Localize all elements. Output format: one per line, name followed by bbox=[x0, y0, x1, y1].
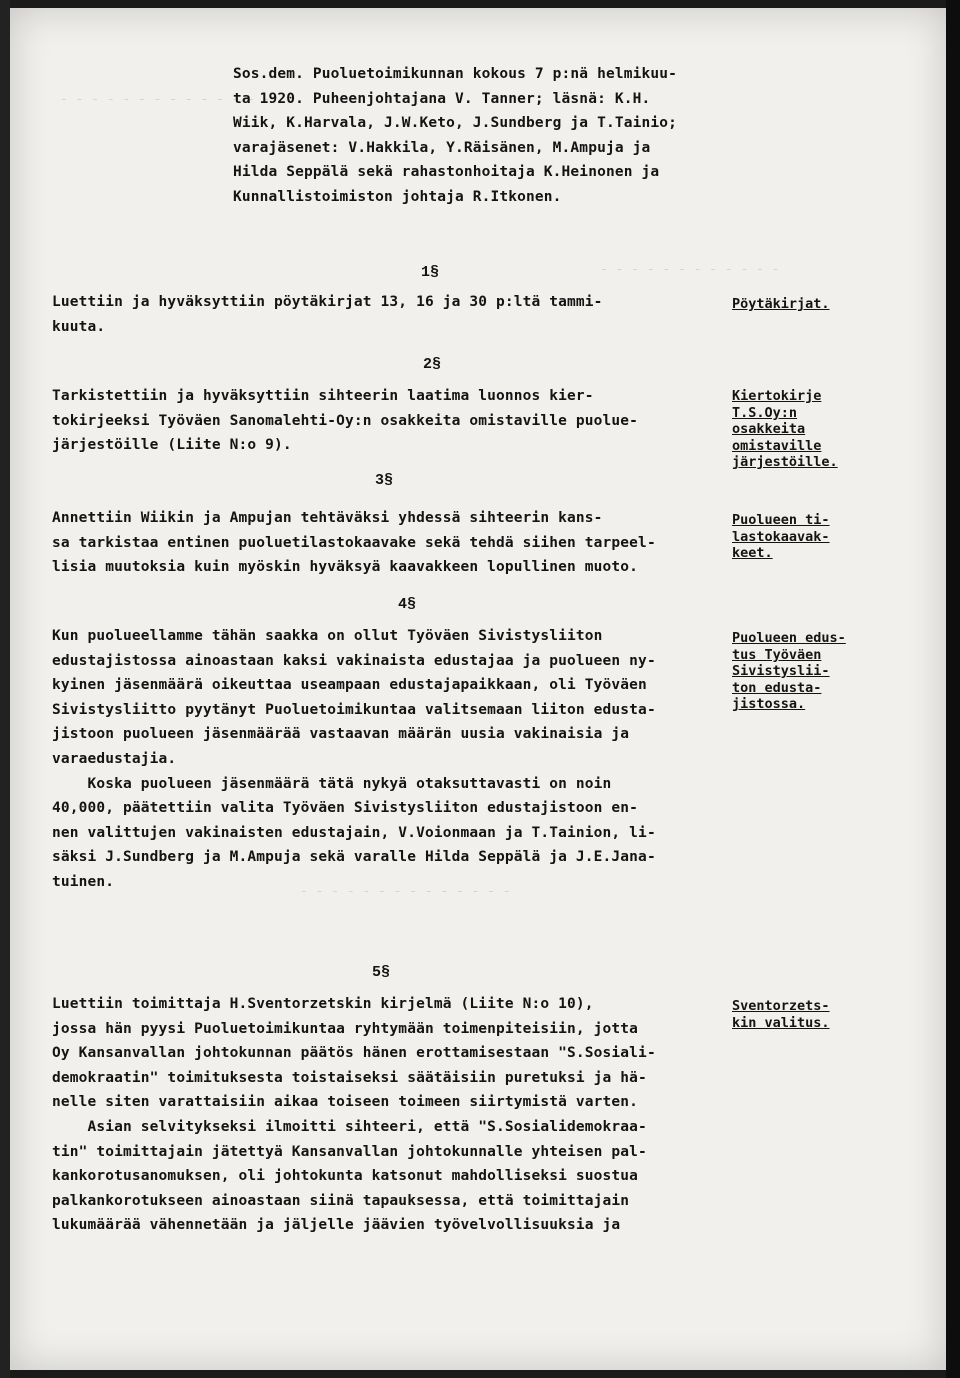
item-number: 3§ bbox=[375, 472, 394, 489]
item-text: Annettiin Wiikin ja Ampujan tehtäväksi yhdessä sihteerin kans- sa tarkistaa entinen puoluetilastokaavake sekä tehdä siihen tarpeel- lisia muutoksia kuin myöskin hyväksyä kaavakkeen lopullinen muoto. bbox=[52, 510, 656, 576]
item-number: 1§ bbox=[421, 264, 440, 281]
item-text: Kun puolueellamme tähän saakka on ollut Työväen Sivistysliiton edustajistossa ainoastaan kaksi vakinaista edustajaa ja puolueen ny- kyinen jäsenmäärä oikeuttaa useampaan edustajapaikkaan, oli Työväen Sivistysliitto pyytänyt Puoluetoimikuntaa valitsemaan liiton edusta- jistoon puolueen jäsenmäärää vastaavan määrän uusia vakinaisia ja varaedustajia. Koska puolueen jäsenmäärä tätä nykyä otaksuttavasti on noin 40,000, päätettiin valita Työväen Sivistysliiton edustajistoon en- nen valittujen vakinaisten edustajain, V.Voionmaan ja T.Tainion, li- säksi J.Sundberg ja M.Ampuja sekä varalle Hilda Seppälä ja J.E.Jana- tuinen. bbox=[52, 628, 656, 890]
margin-note: Puolueen ti- lastokaavak- keet. bbox=[732, 512, 830, 561]
scan-right-edge bbox=[946, 0, 960, 1378]
item-number: 2§ bbox=[423, 356, 442, 373]
item-number: 5§ bbox=[372, 964, 391, 981]
margin-note: Sventorzets- kin valitus. bbox=[732, 998, 830, 1031]
item-text: Tarkistettiin ja hyväksyttiin sihteerin laatima luonnos kier- tokirjeeksi Työväen Sanomalehti-Oy:n osakkeita omistaville puolue- järjestöille (Liite N:o 9). bbox=[52, 388, 639, 454]
item-number: 4§ bbox=[398, 596, 417, 613]
item-text: Luettiin toimittaja H.Sventorzetskin kirjelmä (Liite N:o 10), jossa hän pyysi Puoluetoimikuntaa ryhtymään toimenpiteisiin, jotta Oy Kansanvallan johtokunnan päätös hänen erottamisestaan "S.Sosiali- demokraatin" toimituksesta toistaiseksi säätäisiin puretuksi ja hä- nelle siten varattaisiin aikaa toiseen toimeen siirtymistä varten. Asian selvitykseksi ilmoitti sihteeri, että "S.Sosialidemokraa- tin" toimittajain jätettyä Kansanvallan johtokunnalle yhteisen pal- kankorotusanomuksen, oli johtokunta katsonut mahdolliseksi suostua palkankorotukseen ainoastaan siinä tapauksessa, että toimittajain lukumäärää vähennetään ja jäljelle jäävien työvelvollisuuksia ja bbox=[52, 996, 656, 1234]
meeting-header: Sos.dem. Puoluetoimikunnan kokous 7 p:nä helmikuu- ta 1920. Puheenjohtajana V. Tanner; läsnä: K.H. Wiik, K.Harvala, J.W.Keto, J.Sundberg ja T.Tainio; varajäsenet: V.Hakkila, Y.Räisänen, M.Ampuja ja Hilda Seppälä sekä rahastonhoitaja K.Heinonen ja Kunnallistoimiston johtaja R.Itkonen. bbox=[233, 66, 677, 205]
item-text: Luettiin ja hyväksyttiin pöytäkirjat 13, 16 ja 30 p:ltä tammi- kuuta. bbox=[52, 294, 603, 335]
scan-left-edge bbox=[0, 0, 10, 1378]
margin-note: Pöytäkirjat. bbox=[732, 296, 830, 312]
margin-note: Puolueen edus- tus Työväen Sivistyslii- ton edusta- jistossa. bbox=[732, 630, 846, 712]
margin-note: Kiertokirje T.S.Oy:n osakkeita omistaville järjestöille. bbox=[732, 388, 838, 470]
